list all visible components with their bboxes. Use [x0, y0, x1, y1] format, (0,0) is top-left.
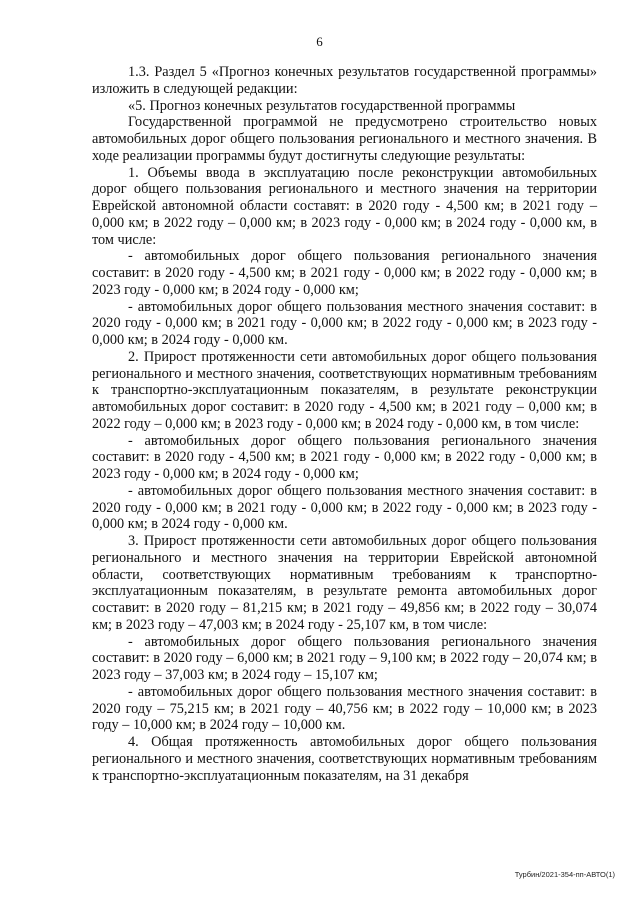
paragraph-item-3-local: - автомобильных дорог общего пользования местного значения составит: в 2020 году – 75,215 км; в 2021 году – 40,756 км; в 2022 году – 10,000 км; в 2023 году – 10,000 км; в 2024 году – 10,000 км. [92, 683, 597, 734]
document-body [92, 64, 597, 784]
paragraph-section-1-3: 1.3. Раздел 5 «Прогноз конечных результатов государственной программы» изложить в следующей редакции: [92, 64, 597, 97]
paragraph-item-3-regional: - автомобильных дорог общего пользования регионального значения составит: в 2020 году – 6,000 км; в 2021 году – 9,100 км; в 2022 году – 20,074 км; в 2023 году – 37,003 км; в 2024 году – 15,107 км; [92, 633, 597, 683]
paragraph-item-2-local: - автомобильных дорог общего пользования местного значения составит: в 2020 году - 0,000 км; в 2021 году - 0,000 км; в 2022 году - 0,000 км; в 2023 году - 0,000 км; в 2024 году - 0,000 км. [92, 482, 597, 533]
paragraph-section-5-title: «5. Прогноз конечных результатов государственной программы [128, 97, 516, 114]
paragraph-item-1: 1. Объемы ввода в эксплуатацию после реконструкции автомобильных дорог общего пользования регионального и местного значения на территории Еврейской автономной области составят: в 2020 году - 4,500 км; в 2021 году – 0,000 км; в 2022 году – 0,000 км; в 2023 году - 0,000 км; в 2024 году - 0,000 км, в том числе: [92, 164, 597, 248]
footer-document-code: Турбин/2021-354-пп-АВТО(1) [514, 870, 615, 879]
paragraph-item-3: 3. Прирост протяженности сети автомобильных дорог общего пользования регионального и местного значения на территории Еврейской автономной области, соответствующих нормативным требованиям к транспортно-эксплуатационным показателям, в результате ремонта автомобильных дорог составит: в 2020 году – 81,215 км; в 2021 году – 49,856 км; в 2022 году – 30,074 км; в 2023 году – 47,003 км; в 2024 году - 25,107 км, в том числе: [92, 533, 597, 633]
paragraph-item-1-regional: - автомобильных дорог общего пользования регионального значения составит: в 2020 году - 4,500 км; в 2021 году - 0,000 км; в 2022 году - 0,000 км; в 2023 году - 0,000 км; в 2024 году - 0,000 км; [92, 248, 597, 298]
paragraph-item-2: 2. Прирост протяженности сети автомобильных дорог общего пользования регионального и местного значения, соответствующих нормативным требованиям к транспортно-эксплуатационным показателям, в результате реконструкции автомобильных дорог составит: в 2020 году - 4,500 км; в 2021 году – 0,000 км; в 2022 году – 0,000 км; в 2023 году - 0,000 км; в 2024 году - 0,000 км, в том числе: [92, 348, 597, 432]
paragraph-intro: Государственной программой не предусмотрено строительство новых автомобильных дорог общего пользования регионального и местного значения. В ходе реализации программы будут достигнуты следующие результаты: [92, 114, 597, 164]
page-number: 6 [316, 34, 323, 49]
paragraph-item-1-local: - автомобильных дорог общего пользования местного значения составит: в 2020 году - 0,000 км; в 2021 году - 0,000 км; в 2022 году - 0,000 км; в 2023 году - 0,000 км; в 2024 году - 0,000 км. [92, 298, 597, 348]
paragraph-item-2-regional: - автомобильных дорог общего пользования регионального значения составит: в 2020 году - 4,500 км; в 2021 году - 0,000 км; в 2022 году - 0,000 км; в 2023 году - 0,000 км; в 2024 году - 0,000 км; [92, 432, 597, 482]
paragraph-item-4: 4. Общая протяженность автомобильных дорог общего пользования регионального и местного значения, соответствующих нормативным требованиям к транспортно-эксплуатационным показателям, на 31 декабря [92, 734, 597, 784]
